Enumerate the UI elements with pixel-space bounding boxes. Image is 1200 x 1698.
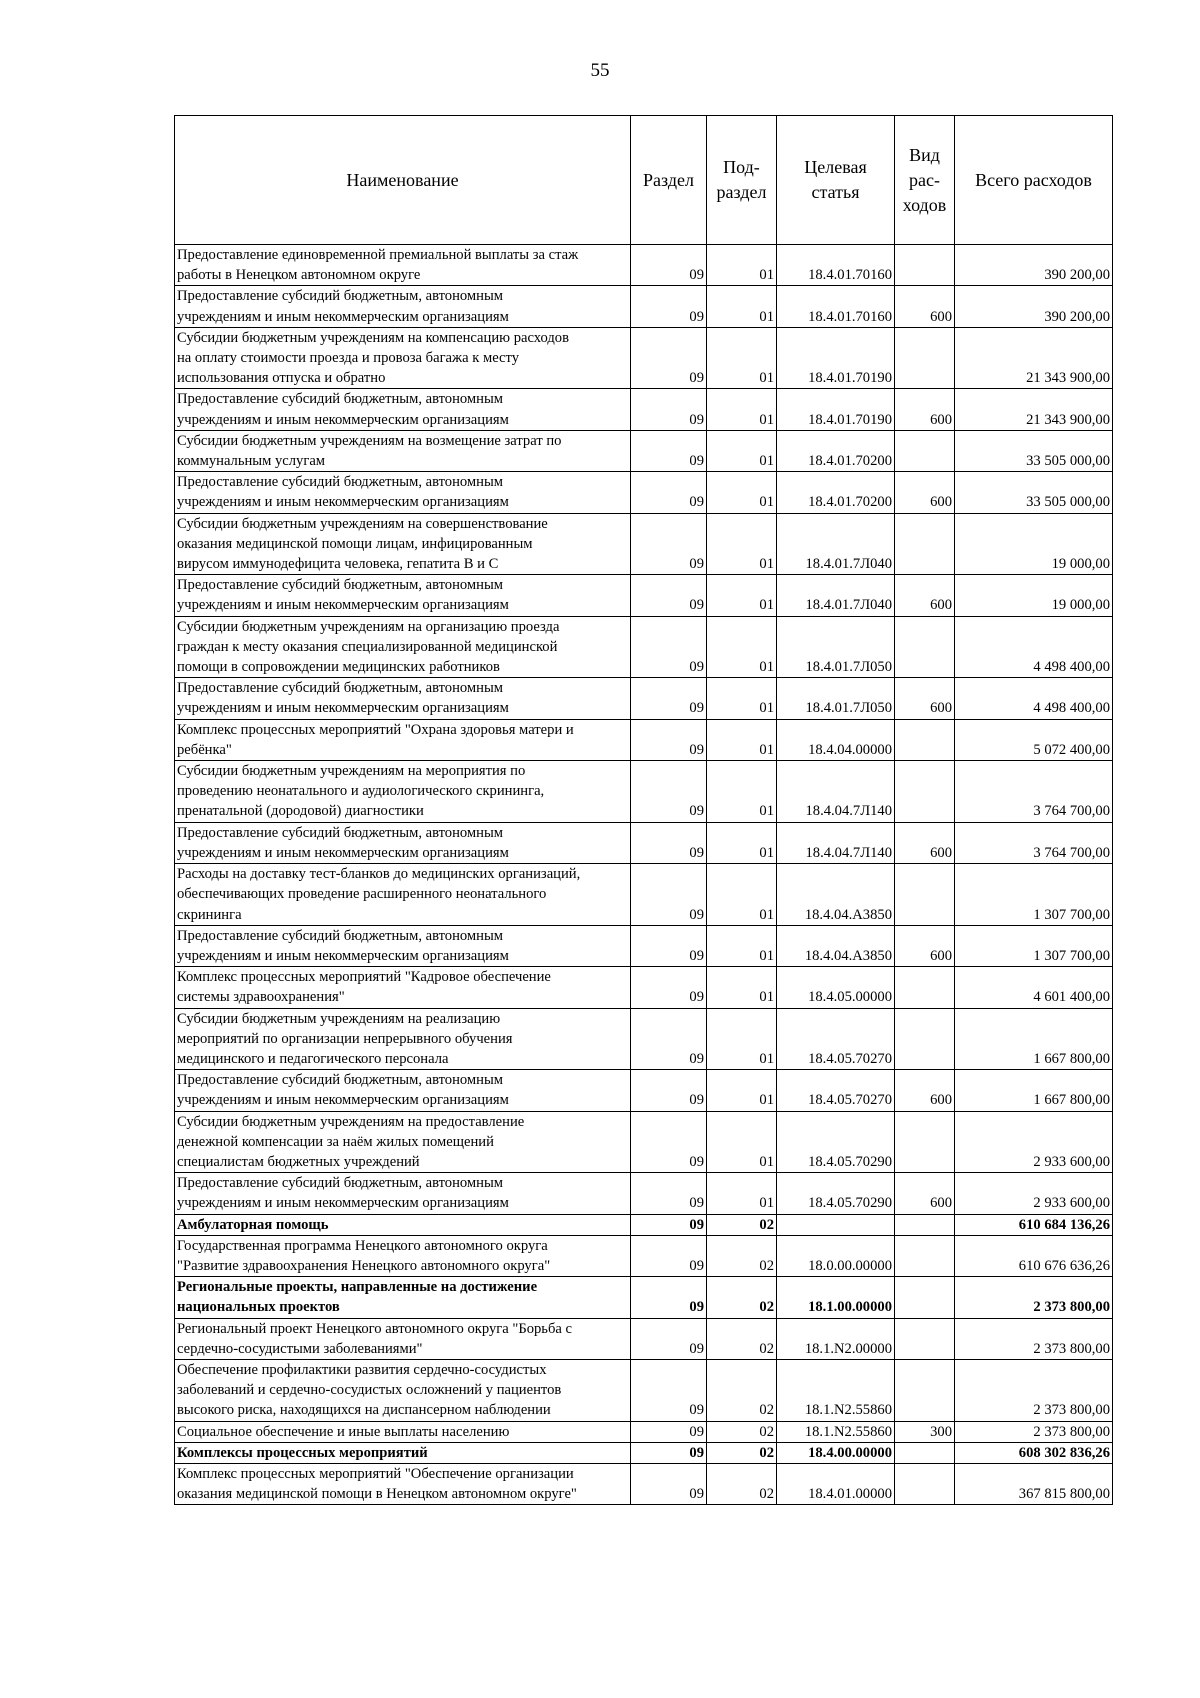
cell-name — [175, 761, 631, 823]
header-type-line: ходов — [902, 194, 947, 215]
cell-type — [895, 327, 955, 389]
cell-name — [175, 245, 631, 286]
cell-subsection: 01 — [707, 1008, 777, 1070]
cell-subsection: 01 — [707, 389, 777, 430]
cell-total: 33 505 000,00 — [955, 472, 1113, 513]
cell-total: 4 498 400,00 — [955, 616, 1113, 678]
cell-name-line: Предоставление субсидий бюджетным, автономным — [177, 1175, 504, 1192]
cell-subsection: 02 — [707, 1277, 777, 1318]
cell-total: 2 373 800,00 — [955, 1318, 1113, 1359]
table-row — [175, 1442, 1113, 1463]
cell-name — [175, 1235, 631, 1276]
cell-type: 600 — [895, 472, 955, 513]
cell-name-line: мероприятий по организации непрерывного обучения — [177, 1030, 513, 1047]
header-type-line: Вид — [909, 144, 940, 165]
cell-total: 2 373 800,00 — [955, 1421, 1113, 1442]
cell-name-line: Комплексы процессных мероприятий — [177, 1444, 428, 1461]
cell-section: 09 — [631, 286, 707, 327]
cell-name — [175, 1318, 631, 1359]
cell-name-line: учреждениям и иным некоммерческим организациям — [177, 308, 509, 325]
cell-target: 18.4.01.70160 — [777, 286, 895, 327]
cell-name-line: проведению неонатального и аудиологического скрининга, — [177, 783, 545, 800]
table-row — [175, 286, 1113, 327]
header-subsection-line: раздел — [716, 182, 767, 202]
cell-total: 3 764 700,00 — [955, 822, 1113, 863]
cell-type — [895, 245, 955, 286]
cell-total: 2 373 800,00 — [955, 1359, 1113, 1421]
cell-subsection: 01 — [707, 925, 777, 966]
cell-name-line: Предоставление субсидий бюджетным, автономным — [177, 927, 504, 944]
cell-name-line: вирусом иммунодефицита человека, гепатита B и C — [177, 556, 499, 573]
cell-total: 21 343 900,00 — [955, 389, 1113, 430]
cell-name — [175, 822, 631, 863]
cell-name — [175, 1442, 631, 1463]
cell-name-line: Предоставление субсидий бюджетным, автономным — [177, 391, 504, 408]
cell-total: 33 505 000,00 — [955, 430, 1113, 471]
cell-target: 18.4.05.00000 — [777, 967, 895, 1008]
cell-name-line: сердечно-сосудистыми заболеваниями" — [177, 1340, 423, 1357]
header-total: Всего расходов — [955, 116, 1113, 245]
cell-type: 600 — [895, 822, 955, 863]
cell-section: 09 — [631, 719, 707, 760]
cell-type — [895, 1463, 955, 1504]
cell-name-line: ребёнка" — [177, 741, 232, 758]
cell-total: 1 667 800,00 — [955, 1070, 1113, 1111]
cell-type — [895, 430, 955, 471]
cell-section: 09 — [631, 245, 707, 286]
cell-type — [895, 513, 955, 575]
cell-name-line: на оплату стоимости проезда и провоза багажа к месту — [177, 350, 520, 367]
cell-name — [175, 1070, 631, 1111]
cell-target: 18.4.01.70200 — [777, 472, 895, 513]
cell-type: 600 — [895, 286, 955, 327]
table-row — [175, 925, 1113, 966]
cell-section: 09 — [631, 616, 707, 678]
cell-name-line: оказания медицинской помощи в Ненецком автономном округе" — [177, 1486, 577, 1503]
cell-target: 18.4.01.7Л050 — [777, 616, 895, 678]
cell-target: 18.4.01.7Л040 — [777, 513, 895, 575]
cell-target: 18.4.04.А3850 — [777, 925, 895, 966]
header-subsection-line: Под- — [723, 157, 760, 177]
cell-name-line: коммунальным услугам — [177, 453, 326, 470]
cell-subsection: 02 — [707, 1318, 777, 1359]
cell-name-line: обеспечивающих проведение расширенного неонатального — [177, 886, 547, 903]
cell-subsection: 01 — [707, 286, 777, 327]
cell-name-line: высокого риска, находящихся на диспансерном наблюдении — [177, 1402, 551, 1419]
cell-name — [175, 472, 631, 513]
cell-type — [895, 1442, 955, 1463]
cell-target: 18.1.N2.00000 — [777, 1318, 895, 1359]
cell-name-line: "Развитие здравоохранения Ненецкого автономного округа" — [177, 1257, 551, 1274]
header-target-line: статья — [811, 182, 860, 202]
cell-section: 09 — [631, 575, 707, 616]
cell-section: 09 — [631, 513, 707, 575]
cell-total: 390 200,00 — [955, 286, 1113, 327]
table-body — [175, 245, 1113, 1505]
cell-name-line: учреждениям и иным некоммерческим организациям — [177, 700, 509, 717]
header-target-line: Целевая — [804, 157, 867, 177]
cell-section: 09 — [631, 678, 707, 719]
cell-subsection: 02 — [707, 1463, 777, 1504]
cell-name-line: использования отпуска и обратно — [177, 370, 386, 387]
cell-total: 21 343 900,00 — [955, 327, 1113, 389]
cell-target: 18.0.00.00000 — [777, 1235, 895, 1276]
cell-name — [175, 1359, 631, 1421]
cell-section: 09 — [631, 822, 707, 863]
cell-name-line: Предоставление единовременной премиальной выплаты за стаж — [177, 247, 579, 263]
table-row — [175, 822, 1113, 863]
cell-name-line: Региональные проекты, направленные на достижение — [177, 1279, 538, 1296]
cell-total: 610 676 636,26 — [955, 1235, 1113, 1276]
table-row — [175, 761, 1113, 823]
cell-subsection: 02 — [707, 1421, 777, 1442]
cell-name-line: Предоставление субсидий бюджетным, автономным — [177, 680, 504, 697]
cell-name-line: граждан к месту оказания специализированной медицинской — [177, 638, 558, 655]
table-row — [175, 1111, 1113, 1173]
header-type — [895, 116, 955, 245]
cell-target — [777, 1214, 895, 1235]
cell-total: 1 307 700,00 — [955, 864, 1113, 926]
cell-total: 1 307 700,00 — [955, 925, 1113, 966]
cell-name — [175, 719, 631, 760]
cell-subsection: 01 — [707, 430, 777, 471]
cell-name — [175, 1214, 631, 1235]
cell-subsection: 02 — [707, 1235, 777, 1276]
cell-name-line: Предоставление субсидий бюджетным, автономным — [177, 577, 504, 594]
cell-target: 18.4.05.70290 — [777, 1173, 895, 1214]
header-target — [777, 116, 895, 245]
cell-target: 18.4.01.00000 — [777, 1463, 895, 1504]
cell-total: 2 373 800,00 — [955, 1277, 1113, 1318]
cell-subsection: 01 — [707, 472, 777, 513]
cell-subsection: 01 — [707, 327, 777, 389]
cell-target: 18.4.01.70200 — [777, 430, 895, 471]
table-row — [175, 616, 1113, 678]
cell-subsection: 01 — [707, 967, 777, 1008]
cell-type: 300 — [895, 1421, 955, 1442]
cell-type: 600 — [895, 925, 955, 966]
table-row — [175, 389, 1113, 430]
cell-name-line: Субсидии бюджетным учреждениям на предоставление — [177, 1113, 525, 1130]
cell-target: 18.4.01.70160 — [777, 245, 895, 286]
table-row — [175, 1214, 1113, 1235]
cell-target: 18.4.01.70190 — [777, 389, 895, 430]
cell-subsection: 01 — [707, 864, 777, 926]
cell-name-line: Предоставление субсидий бюджетным, автономным — [177, 474, 504, 491]
cell-name-line: специалистам бюджетных учреждений — [177, 1153, 420, 1170]
cell-target: 18.4.04.00000 — [777, 719, 895, 760]
cell-name-line: учреждениям и иным некоммерческим организациям — [177, 597, 509, 614]
cell-name — [175, 513, 631, 575]
table-row — [175, 1359, 1113, 1421]
cell-total: 3 764 700,00 — [955, 761, 1113, 823]
cell-name-line: Субсидии бюджетным учреждениям на совершенствование — [177, 515, 548, 532]
cell-type — [895, 864, 955, 926]
cell-subsection: 01 — [707, 1173, 777, 1214]
cell-subsection: 01 — [707, 575, 777, 616]
cell-name-line: Субсидии бюджетным учреждениям на организацию проезда — [177, 618, 560, 635]
cell-section: 09 — [631, 1235, 707, 1276]
cell-name — [175, 389, 631, 430]
cell-name-line: Субсидии бюджетным учреждениям на компенсацию расходов — [177, 329, 569, 346]
cell-type: 600 — [895, 1173, 955, 1214]
table-row — [175, 1173, 1113, 1214]
cell-name — [175, 1463, 631, 1504]
cell-subsection: 01 — [707, 678, 777, 719]
cell-name — [175, 1277, 631, 1318]
cell-name-line: учреждениям и иным некоммерческим организациям — [177, 494, 509, 511]
cell-section: 09 — [631, 1359, 707, 1421]
cell-total: 19 000,00 — [955, 575, 1113, 616]
cell-type: 600 — [895, 575, 955, 616]
cell-name-line: учреждениям и иным некоммерческим организациям — [177, 844, 509, 861]
cell-section: 09 — [631, 1277, 707, 1318]
cell-target: 18.4.05.70270 — [777, 1070, 895, 1111]
cell-name-line: Амбулаторная помощь — [177, 1216, 329, 1233]
cell-subsection: 01 — [707, 245, 777, 286]
cell-subsection: 02 — [707, 1442, 777, 1463]
cell-target: 18.1.00.00000 — [777, 1277, 895, 1318]
cell-name-line: помощи в сопровождении медицинских работников — [177, 659, 500, 676]
cell-type — [895, 1277, 955, 1318]
table-row — [175, 1008, 1113, 1070]
cell-section: 09 — [631, 1111, 707, 1173]
cell-name-line: Комплекс процессных мероприятий "Кадровое обеспечение — [177, 969, 551, 986]
cell-section: 09 — [631, 967, 707, 1008]
page-number: 55 — [590, 60, 610, 81]
cell-target: 18.4.05.70290 — [777, 1111, 895, 1173]
table-row — [175, 1070, 1113, 1111]
cell-name-line: системы здравоохранения" — [177, 989, 345, 1006]
cell-name-line: Расходы на доставку тест-бланков до медицинских организаций, — [177, 866, 581, 883]
cell-name-line: национальных проектов — [177, 1299, 340, 1316]
table-row — [175, 1235, 1113, 1276]
cell-section: 09 — [631, 1463, 707, 1504]
cell-type — [895, 1111, 955, 1173]
cell-name-line: пренатальной (дородовой) диагностики — [177, 803, 424, 820]
cell-section: 09 — [631, 925, 707, 966]
cell-target: 18.4.04.А3850 — [777, 864, 895, 926]
cell-subsection: 01 — [707, 719, 777, 760]
cell-target: 18.4.04.7Л140 — [777, 822, 895, 863]
cell-type — [895, 1318, 955, 1359]
cell-subsection: 01 — [707, 513, 777, 575]
cell-type — [895, 967, 955, 1008]
header-section: Раздел — [631, 116, 707, 245]
cell-name — [175, 616, 631, 678]
cell-name-line: заболеваний и сердечно-сосудистых осложнений у пациентов — [177, 1382, 562, 1399]
cell-name-line: учреждениям и иным некоммерческим организациям — [177, 947, 509, 964]
cell-subsection: 01 — [707, 761, 777, 823]
table-row — [175, 1463, 1113, 1504]
cell-section: 09 — [631, 430, 707, 471]
cell-section: 09 — [631, 1318, 707, 1359]
cell-name-line: скрининга — [177, 906, 242, 923]
cell-name — [175, 1111, 631, 1173]
cell-name — [175, 925, 631, 966]
cell-name-line: учреждениям и иным некоммерческим организациям — [177, 411, 509, 428]
cell-total: 19 000,00 — [955, 513, 1113, 575]
cell-type: 600 — [895, 389, 955, 430]
cell-total: 2 933 600,00 — [955, 1111, 1113, 1173]
cell-section: 09 — [631, 1008, 707, 1070]
cell-subsection: 01 — [707, 1111, 777, 1173]
table-row — [175, 430, 1113, 471]
cell-name-line: Предоставление субсидий бюджетным, автономным — [177, 1072, 504, 1089]
cell-name — [175, 1173, 631, 1214]
cell-target: 18.4.01.70190 — [777, 327, 895, 389]
budget-table — [174, 115, 1113, 1505]
cell-name-line: Комплекс процессных мероприятий "Обеспечение организации — [177, 1465, 574, 1482]
cell-total: 4 498 400,00 — [955, 678, 1113, 719]
cell-type — [895, 719, 955, 760]
cell-target: 18.4.04.7Л140 — [777, 761, 895, 823]
cell-total: 4 601 400,00 — [955, 967, 1113, 1008]
cell-name — [175, 864, 631, 926]
table-row — [175, 864, 1113, 926]
cell-type: 600 — [895, 1070, 955, 1111]
cell-target: 18.4.01.7Л050 — [777, 678, 895, 719]
table-row — [175, 472, 1113, 513]
cell-total: 610 684 136,26 — [955, 1214, 1113, 1235]
header-type-line: рас- — [909, 169, 940, 190]
cell-section: 09 — [631, 1173, 707, 1214]
table-row — [175, 513, 1113, 575]
cell-section: 09 — [631, 472, 707, 513]
cell-name-line: оказания медицинской помощи лицам, инфицированным — [177, 535, 533, 552]
cell-name-line: Предоставление субсидий бюджетным, автономным — [177, 288, 504, 305]
table-row — [175, 967, 1113, 1008]
cell-section: 09 — [631, 761, 707, 823]
cell-section: 09 — [631, 327, 707, 389]
cell-target: 18.1.N2.55860 — [777, 1421, 895, 1442]
table-row — [175, 327, 1113, 389]
cell-total: 2 933 600,00 — [955, 1173, 1113, 1214]
cell-name — [175, 327, 631, 389]
cell-name — [175, 575, 631, 616]
header-subsection — [707, 116, 777, 245]
cell-type: 600 — [895, 678, 955, 719]
cell-name-line: Предоставление субсидий бюджетным, автономным — [177, 824, 504, 841]
cell-name-line: медицинского и педагогического персонала — [177, 1050, 449, 1067]
cell-type — [895, 1008, 955, 1070]
cell-subsection: 01 — [707, 1070, 777, 1111]
cell-name-line: Субсидии бюджетным учреждениям на мероприятия по — [177, 763, 526, 780]
cell-name — [175, 1421, 631, 1442]
cell-name-line: учреждениям и иным некоммерческим организациям — [177, 1092, 509, 1109]
cell-target: 18.4.05.70270 — [777, 1008, 895, 1070]
cell-target: 18.4.01.7Л040 — [777, 575, 895, 616]
cell-name — [175, 678, 631, 719]
cell-name-line: Обеспечение профилактики развития сердечно-сосудистых — [177, 1361, 547, 1378]
cell-name-line: работы в Ненецком автономном округе — [177, 267, 421, 284]
cell-section: 09 — [631, 1442, 707, 1463]
cell-name-line: Региональный проект Ненецкого автономного округа "Борьба с — [177, 1320, 572, 1337]
cell-total: 1 667 800,00 — [955, 1008, 1113, 1070]
cell-total: 390 200,00 — [955, 245, 1113, 286]
cell-name-line: денежной компенсации за наём жилых помещений — [177, 1133, 494, 1150]
table-row — [175, 575, 1113, 616]
cell-section: 09 — [631, 864, 707, 926]
cell-type — [895, 1235, 955, 1276]
table-row — [175, 678, 1113, 719]
cell-type — [895, 616, 955, 678]
cell-subsection: 02 — [707, 1214, 777, 1235]
table-row — [175, 719, 1113, 760]
cell-section: 09 — [631, 389, 707, 430]
table-row — [175, 1318, 1113, 1359]
cell-target: 18.4.00.00000 — [777, 1442, 895, 1463]
cell-total: 608 302 836,26 — [955, 1442, 1113, 1463]
cell-name-line: Комплекс процессных мероприятий "Охрана здоровья матери и — [177, 721, 574, 738]
cell-name — [175, 286, 631, 327]
header-name: Наименование — [175, 116, 631, 245]
cell-name-line: учреждениям и иным некоммерческим организациям — [177, 1195, 509, 1212]
table-header-row — [175, 116, 1113, 245]
cell-total: 367 815 800,00 — [955, 1463, 1113, 1504]
cell-total: 5 072 400,00 — [955, 719, 1113, 760]
table-row — [175, 1277, 1113, 1318]
cell-name-line: Субсидии бюджетным учреждениям на реализацию — [177, 1010, 501, 1027]
cell-name-line: Государственная программа Ненецкого автономного округа — [177, 1237, 548, 1254]
cell-subsection: 01 — [707, 616, 777, 678]
cell-type — [895, 761, 955, 823]
cell-type — [895, 1214, 955, 1235]
cell-name — [175, 967, 631, 1008]
cell-name-line: Субсидии бюджетным учреждениям на возмещение затрат по — [177, 432, 562, 449]
cell-subsection: 01 — [707, 822, 777, 863]
table-row — [175, 1421, 1113, 1442]
cell-name — [175, 430, 631, 471]
cell-section: 09 — [631, 1421, 707, 1442]
cell-section: 09 — [631, 1070, 707, 1111]
cell-subsection: 02 — [707, 1359, 777, 1421]
cell-type — [895, 1359, 955, 1421]
cell-section: 09 — [631, 1214, 707, 1235]
cell-name-line: Социальное обеспечение и иные выплаты населению — [177, 1423, 510, 1440]
cell-name — [175, 1008, 631, 1070]
table-row — [175, 245, 1113, 286]
cell-target: 18.1.N2.55860 — [777, 1359, 895, 1421]
